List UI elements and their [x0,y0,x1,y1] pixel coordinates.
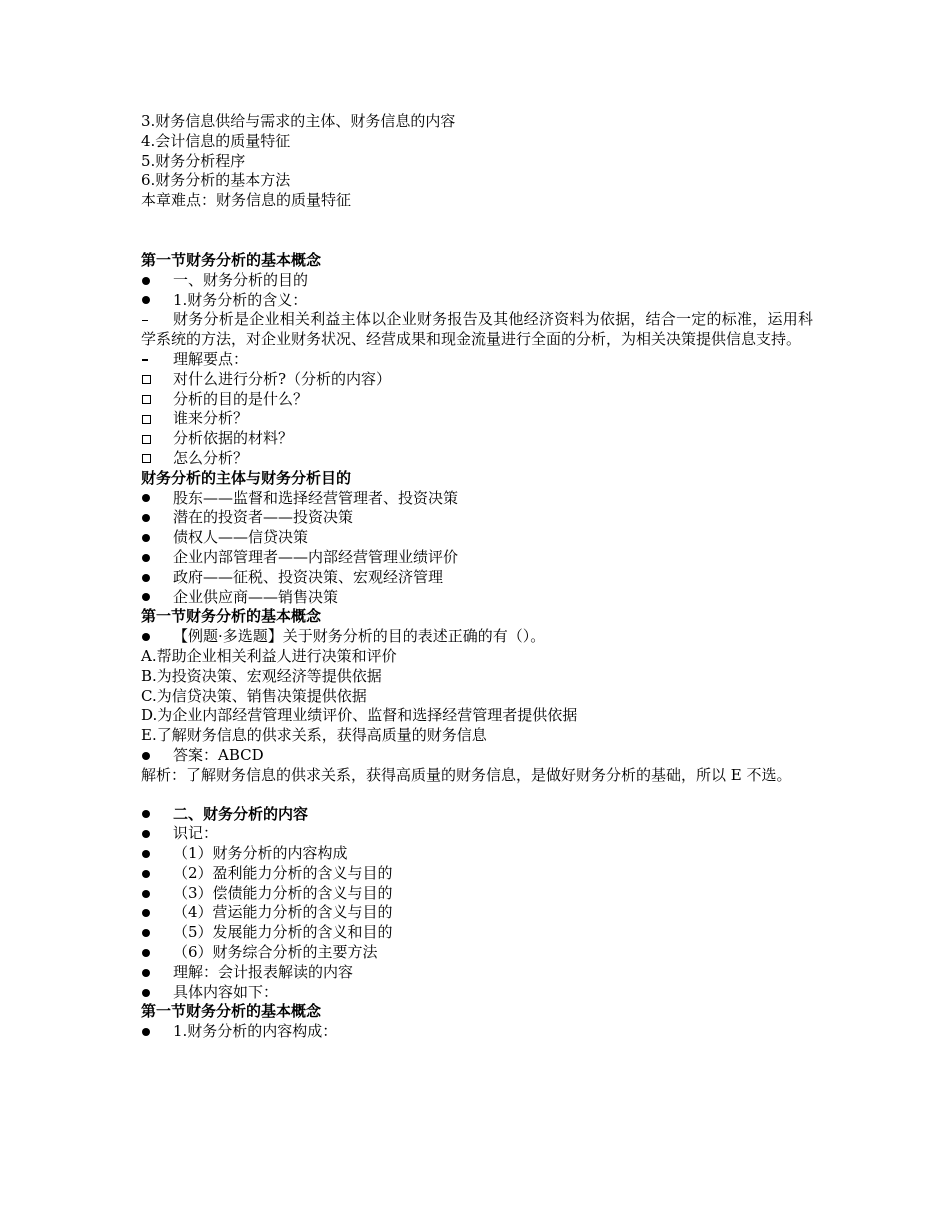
bullet-icon [142,949,150,957]
intro-line: 5.财务分析程序 [141,151,246,170]
bullet-item: 具体内容如下： [141,983,813,1003]
option-a: A.帮助企业相关利益人进行决策和评价 [141,646,397,665]
bullet-icon [142,752,150,760]
bullet-icon [142,1028,150,1036]
bullet-icon [142,909,150,917]
bullet-item: 企业供应商——销售决策 [141,588,813,608]
bullet-item: 股东——监督和选择经营管理者、投资决策 [141,489,813,509]
bullet-icon [142,554,150,562]
bullet-item: （4）营运能力分析的含义与目的 [141,903,813,923]
bullet-icon [142,593,150,601]
bullet-item: （3）偿债能力分析的含义与目的 [141,884,813,904]
bullet-icon [142,850,150,858]
bullet-item: 1.财务分析的含义： [141,291,813,311]
bullet-icon [142,494,150,502]
checkbox-icon [142,454,151,463]
option-d: D.为企业内部经营管理业绩评价、监督和选择经营管理者提供依据 [141,706,578,725]
bullet-item: 潜在的投资者——投资决策 [141,508,813,528]
checkbox-icon [142,435,151,444]
bullet-item: （1）财务分析的内容构成 [141,844,813,864]
bullet-item: （6）财务综合分析的主要方法 [141,943,813,963]
checklist-item: 分析依据的材料？ [141,429,813,449]
checklist-item: 分析的目的是什么？ [141,390,813,410]
intro-line: 6.财务分析的基本方法 [141,171,291,190]
definition-paragraph: 财务分析是企业相关利益主体以企业财务报告及其他经济资料为依据，结合一定的标准，运用科学系统的方法，对企业财务状况、经营成果和现金流量进行全面的分析，为相关决策提供信息支持。 [141,310,813,349]
bullet-icon [142,810,150,818]
bullet-item: 识记： [141,824,813,844]
section-heading-bullet: 二、财务分析的内容 [141,805,813,825]
checkbox-icon [142,395,151,404]
option-e: E.了解财务信息的供求关系，获得高质量的财务信息 [141,726,487,745]
option-c: C.为信贷决策、销售决策提供依据 [141,686,367,705]
checkbox-icon [142,415,151,424]
section-heading: 第一节财务分析的基本概念 [141,1002,322,1021]
bullet-icon [142,514,150,522]
checklist-item: 谁来分析？ [141,409,813,429]
checkbox-icon [142,375,151,384]
intro-line: 3.财务信息供给与需求的主体、财务信息的内容 [141,112,456,130]
analysis-paragraph: 解析：了解财务信息的供求关系，获得高质量的财务信息，是做好财务分析的基础，所以 E 不选。 [141,765,792,784]
bullet-item: 政府——征税、投资决策、宏观经济管理 [141,568,813,588]
document-body [141,112,813,1042]
subsection-heading: 财务分析的主体与财务分析目的 [141,468,352,487]
bullet-icon [142,890,150,898]
checklist-item: 对什么进行分析?（分析的内容） [141,370,813,390]
bullet-item: （2）盈利能力分析的含义与目的 [141,864,813,884]
checklist-item: 怎么分析？ [141,449,813,469]
bullet-item: 1.财务分析的内容构成： [141,1022,813,1042]
intro-line: 4.会计信息的质量特征 [141,131,291,150]
section-heading: 第一节财务分析的基本概念 [141,250,322,269]
dash-item: 理解要点： [141,350,813,370]
bullet-icon [142,969,150,977]
example-question: 【例题·多选题】关于财务分析的目的表述正确的有（）。 [141,627,813,647]
bullet-icon [142,534,150,542]
bullet-icon [142,277,150,285]
answer-line: 答案：ABCD [141,746,813,766]
bullet-item: 债权人——信贷决策 [141,528,813,548]
bullet-item: 企业内部管理者——内部经营管理业绩评价 [141,548,813,568]
bullet-item: 一、财务分析的目的 [141,271,813,291]
bullet-icon [142,633,150,641]
bullet-item: （5）发展能力分析的含义和目的 [141,923,813,943]
chapter-difficulty: 本章难点：财务信息的质量特征 [141,191,352,210]
dash-icon [142,359,148,361]
bullet-icon [142,830,150,838]
bullet-icon [142,870,150,878]
bullet-icon [142,929,150,937]
section-heading: 第一节财务分析的基本概念 [141,607,322,626]
option-b: B.为投资决策、宏观经济等提供依据 [141,666,382,685]
bullet-item: 理解：会计报表解读的内容 [141,963,813,983]
bullet-icon [142,989,150,997]
bullet-icon [142,296,150,304]
bullet-icon [142,574,150,582]
